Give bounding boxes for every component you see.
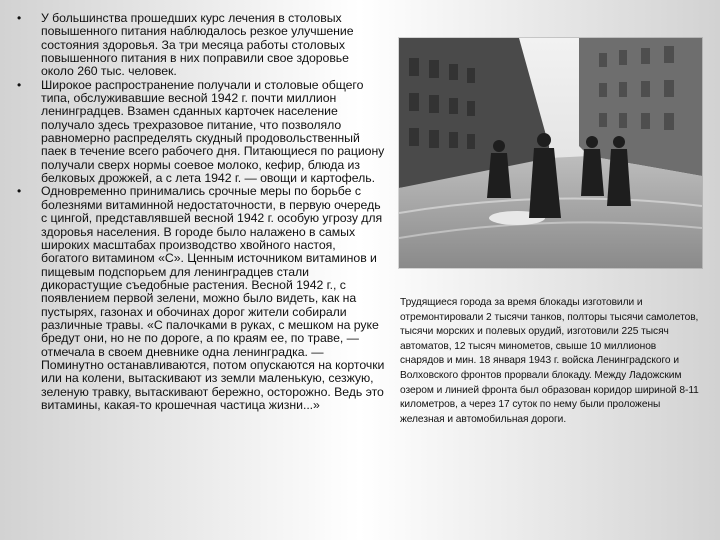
bullet-list (17, 12, 385, 412)
bullet-marker: • (17, 11, 22, 25)
bullet-marker: • (17, 77, 22, 92)
bullet-text: Широкое распространение получали и столовые общего типа, обслуживавшие весной 1942 г. почти миллион ленинградцев. Взамен сданных карточек население получало здесь трехразовое питание, что позволяло равномерно распределять скудный продовольственный паек в течение всего рабочего дня. Питающиеся по рациону получали сверх нормы соевое молоко, кефир, блюда из белковых дрожжей, а с лета 1942 г. — овощи и картофель. (41, 77, 385, 186)
bullet-item (17, 185, 385, 412)
photo-drawing (399, 38, 702, 268)
bullet-marker: • (17, 184, 22, 199)
bullet-item (17, 79, 385, 186)
bullet-text: Одновременно принимались срочные меры по борьбе с болезнями витаминной недостаточности, в первую очередь с цингой, представлявшей весной 1942 г. особую угрозу для здоровья населения. В городе было налажено в самых широких масштабах производство хвойного настоя, богатого витамином «С». Ценным источником витаминов и пищевым подспорьем для ленинградцев стали дикорастущие съедобные растения. Весной 1942 г., с появлением первой зелени, можно было видеть, как на пустырях, газонах и обочинах дорог жители собирали различные травы. «С палочками в руках, с мешком на руке бредут они, но не по дороге, а по краям ее, по траве, — отмечала в своем дневнике одна ленинградка. — Поминутно останавливаются, потом опускаются на корточки или на колени, вытаскивают из земли маленькую, сезжую, зеленую травку, вытаскивают бережно, осторожно. Ведь это витамины, какая-то крошечная частица жизни...» (41, 184, 385, 412)
bullet-text: У большинства прошедших курс лечения в столовых повышенного питания наблюдалось резкое улучшение состояния здоровья. За три месяца работы столовых повышенного питания в них поправили свое здоровье около 260 тыс. человек. (41, 11, 354, 79)
blockade-street-photo (399, 38, 702, 268)
bullet-item (17, 12, 385, 79)
photo-caption: Трудящиеся города за время блокады изготовили и отремонтировали 2 тысячи танков, полторы тысячи самолетов, тысячи морских и полевых орудий, изготовили 225 тысяч автоматов, 12 тысяч минометов, свыше 10 миллионов снарядов и мин. 18 января 1943 г. войска Ленинградского и Волховского фронтов прорвали блокаду. Между Ладожским озером и линией фронта был образован коридор шириной 8-11 километров, а через 17 суток по нему были проложены железная и автомобильная дороги. (400, 297, 699, 425)
